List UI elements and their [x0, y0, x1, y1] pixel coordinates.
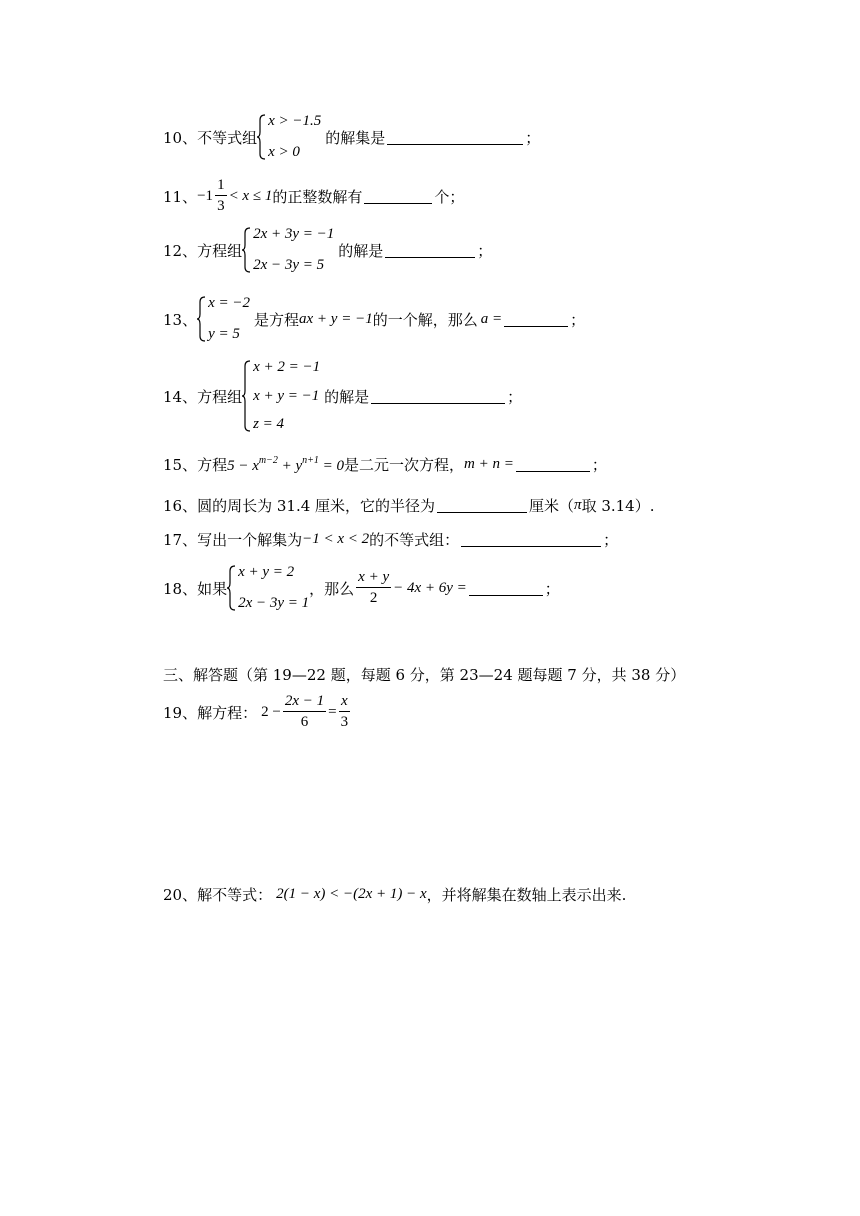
q16-unit: 厘米（ — [529, 497, 575, 515]
question-11 — [163, 178, 464, 214]
q12-prefix: 12、方程组 — [163, 241, 243, 260]
question-19 — [163, 694, 352, 730]
q14-line1: x + 2 = −1 — [253, 359, 321, 375]
q19-numerator: 2x − 1 — [283, 694, 326, 712]
q13-text2: 的一个解，那么 — [372, 310, 478, 329]
question-14 — [163, 360, 522, 432]
q18-numerator: x + y — [356, 570, 391, 588]
q15-exp1: m−2 — [258, 454, 278, 466]
q11-number: 11、 — [163, 187, 198, 206]
q11-answer-blank[interactable] — [364, 189, 432, 204]
q17-end: ； — [603, 531, 619, 549]
q11-whole: −1 — [197, 187, 214, 204]
q14-line2: x + y = −1 — [253, 387, 320, 404]
q12-answer-blank[interactable] — [385, 243, 475, 258]
question-13 — [163, 296, 585, 342]
q19-fraction-right — [339, 694, 351, 730]
q13-number: 13、 — [163, 310, 198, 329]
q11-suffix: 的正整数解有 — [272, 187, 363, 206]
q13-text1: 是方程 — [254, 310, 300, 329]
q18-text: ，那么 — [309, 579, 355, 598]
q18-denominator: 2 — [369, 590, 378, 606]
q19-right-numerator: x — [339, 694, 350, 712]
q19-fraction-left — [283, 694, 326, 730]
q10-line2: x > 0 — [268, 144, 300, 160]
q12-end: ； — [477, 241, 493, 260]
q17-text: 17、写出一个解集为 — [163, 531, 303, 549]
q18-line1: x + y = 2 — [238, 564, 295, 580]
q14-end: ； — [507, 387, 523, 406]
q18-answer-blank[interactable] — [469, 581, 543, 596]
q12-line1: 2x + 3y = −1 — [253, 226, 335, 242]
q15-equation — [227, 455, 344, 475]
q13-answer-blank[interactable] — [504, 312, 568, 327]
q18-prefix: 18、如果 — [163, 579, 228, 598]
q18-fraction — [356, 570, 391, 606]
q10-suffix: 的解集是 — [325, 128, 386, 147]
q13-end: ； — [570, 310, 586, 329]
q16-text: 16、圆的周长为 31.4 厘米，它的半径为 — [163, 497, 436, 515]
q12-line2: 2x − 3y = 5 — [253, 257, 325, 273]
q20-inequality: 2(1 − x) < −(2x + 1) − x — [276, 886, 427, 902]
q19-prefix: 19、解方程： — [163, 703, 258, 722]
q19-equals: = — [328, 703, 337, 720]
question-10 — [163, 114, 540, 160]
q19-term1: 2 − — [261, 703, 281, 720]
q10-line1: x > −1.5 — [268, 113, 322, 129]
q11-inequality: < x ≤ 1 — [228, 187, 273, 204]
q17-answer-blank[interactable] — [461, 532, 601, 547]
q14-prefix: 14、方程组 — [163, 387, 243, 406]
q16-tail: 取 3.14）. — [581, 497, 655, 515]
q15-term2: + y — [277, 457, 303, 474]
q12-system — [253, 227, 334, 273]
q14-line3: z = 4 — [253, 416, 285, 432]
section-3-title: 三、解答题（第 19—22 题，每题 6 分，第 23—24 题每题 7 分，共 38 分） — [163, 666, 686, 684]
q15-end: ； — [591, 456, 607, 474]
q15-answer-blank[interactable] — [516, 457, 590, 472]
question-15 — [163, 454, 607, 475]
question-12 — [163, 227, 492, 273]
q18-line2: 2x − 3y = 1 — [238, 595, 310, 611]
q11-denominator: 3 — [217, 198, 225, 214]
q15-mn: m + n = — [464, 456, 514, 472]
q14-system — [253, 360, 320, 432]
q13-a: a = — [480, 310, 503, 327]
q19-right-denominator: 3 — [340, 714, 349, 730]
q17-inequality: −1 < x < 2 — [302, 531, 370, 547]
q17-suffix: 的不等式组： — [369, 531, 460, 549]
q14-suffix: 的解是 — [324, 387, 370, 406]
q12-suffix: 的解是 — [338, 241, 384, 260]
brace-icon — [197, 296, 206, 342]
q15-exp2: n+1 — [302, 454, 319, 466]
q19-denominator: 6 — [300, 714, 309, 730]
q13-equation: ax + y = −1 — [299, 310, 373, 327]
q13-line1: x = −2 — [208, 295, 250, 311]
question-18 — [163, 565, 560, 611]
q20-prefix: 20、解不等式： — [163, 886, 273, 904]
brace-icon — [242, 227, 251, 273]
brace-icon — [227, 565, 236, 611]
brace-icon — [257, 114, 266, 160]
question-20 — [163, 884, 626, 905]
q15-text: 是二元一次方程， — [344, 456, 465, 474]
q10-prefix: 10、不等式组 — [163, 128, 258, 147]
brace-icon — [242, 360, 251, 432]
q10-end: ； — [525, 128, 541, 147]
question-16 — [163, 495, 655, 516]
q13-line2: y = 5 — [208, 326, 240, 342]
q20-suffix: ，并将解集在数轴上表示出来. — [426, 886, 627, 904]
q10-answer-blank[interactable] — [387, 130, 523, 145]
q15-term1: 5 − x — [227, 457, 259, 474]
q11-fraction — [215, 178, 227, 214]
question-17 — [163, 529, 618, 550]
q10-system — [268, 114, 321, 160]
q11-end: 个； — [434, 187, 465, 206]
q15-term3: = 0 — [318, 457, 345, 474]
q16-pi: π — [574, 497, 582, 513]
q13-system — [208, 296, 250, 342]
q11-numerator: 1 — [215, 178, 227, 196]
q18-end: ； — [544, 579, 560, 598]
q15-prefix: 15、方程 — [163, 456, 228, 474]
q14-answer-blank[interactable] — [371, 389, 505, 404]
q18-system — [238, 565, 309, 611]
q18-expression: − 4x + 6y = — [393, 579, 467, 596]
section-3-heading — [163, 664, 685, 685]
q16-answer-blank[interactable] — [437, 498, 527, 513]
